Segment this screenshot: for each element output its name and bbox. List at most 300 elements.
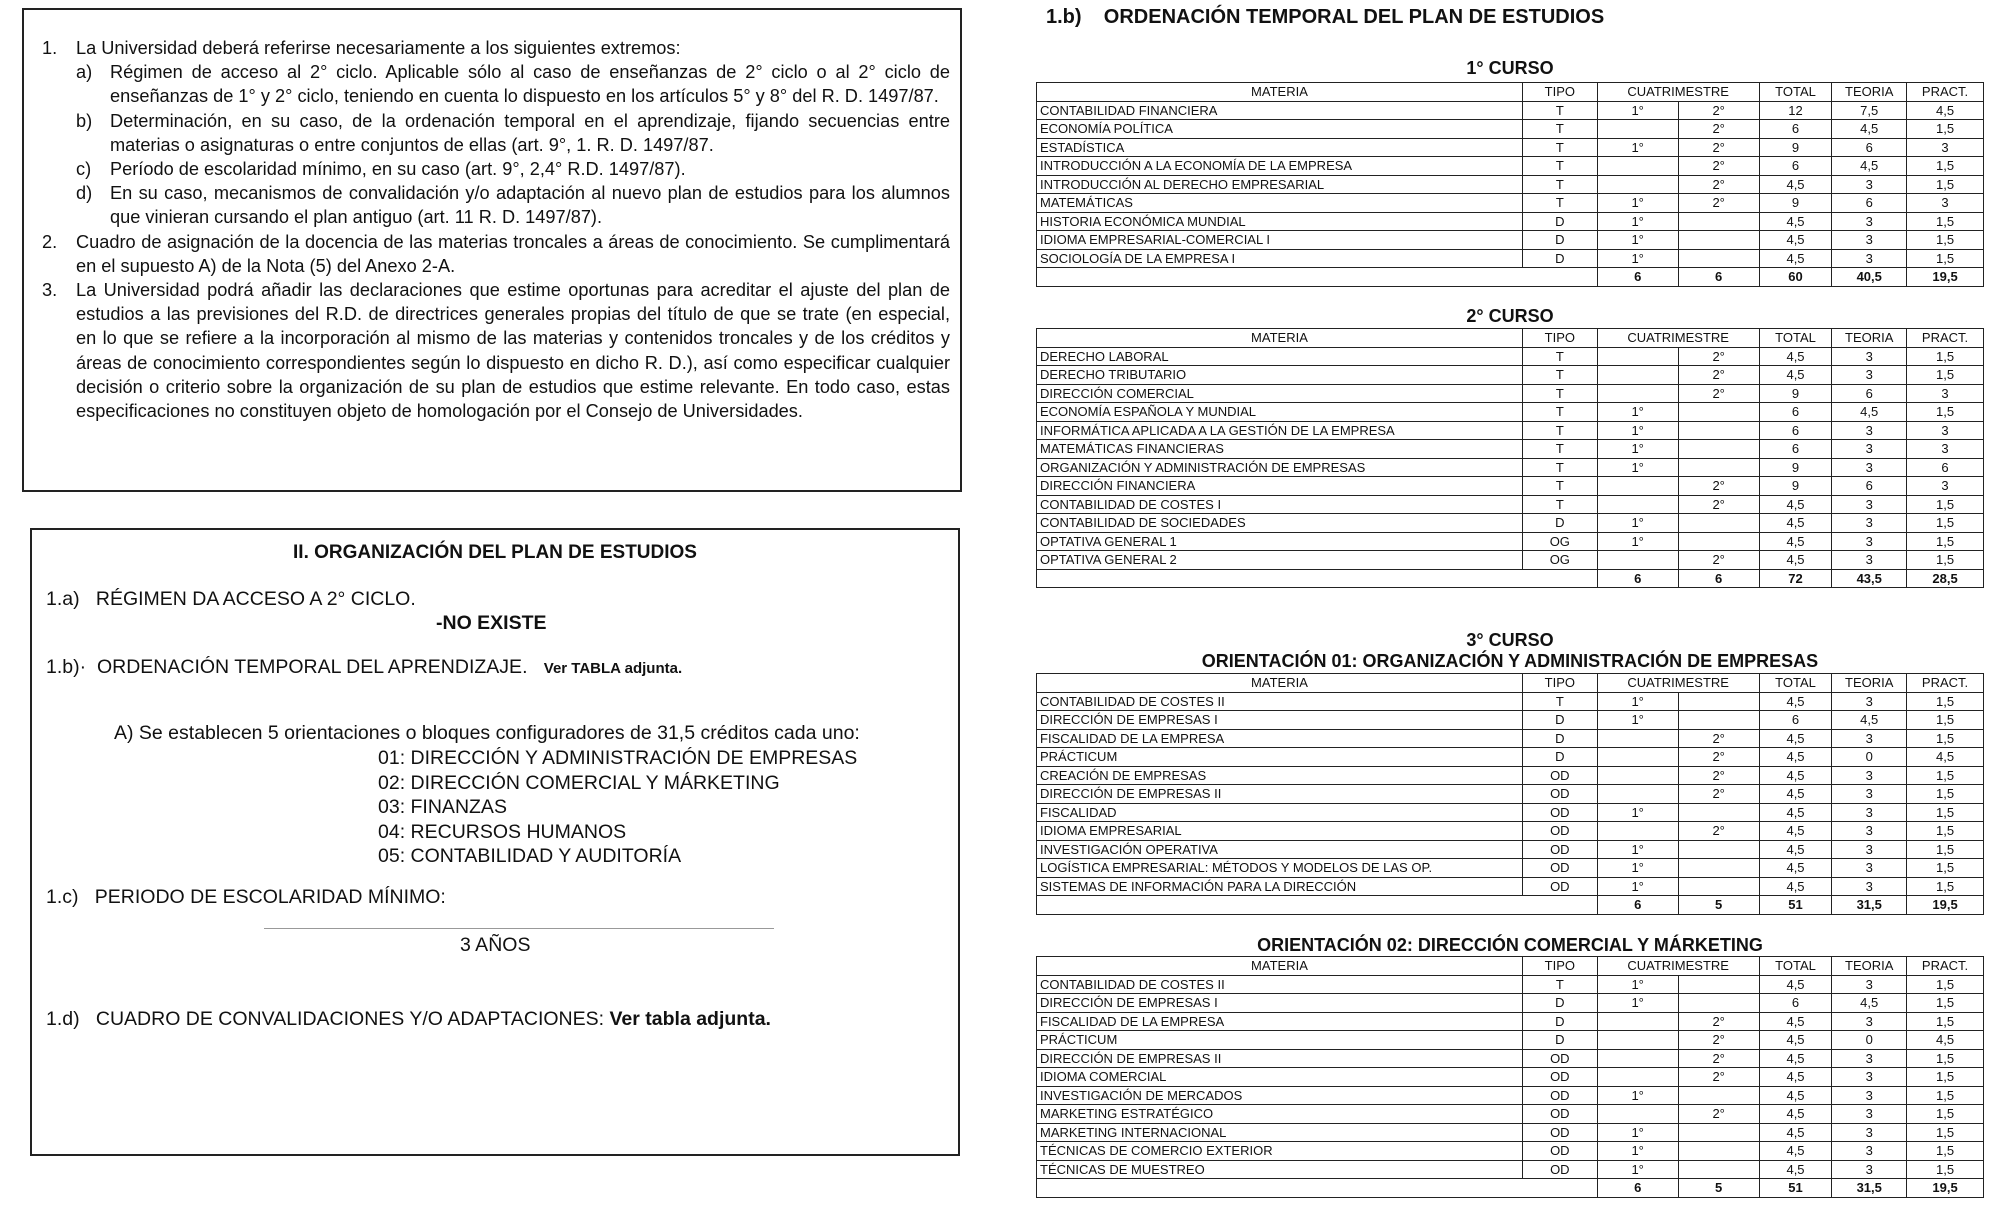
value-cell: T [1522, 175, 1597, 194]
total-cell: 19,5 [1907, 896, 1984, 915]
column-header: CUATRIMESTRE [1597, 329, 1759, 348]
value-cell: 3 [1832, 212, 1907, 231]
totals-row [1037, 1179, 1984, 1198]
section-note: Ver TABLA adjunta. [543, 660, 683, 677]
value-cell: 1,5 [1907, 212, 1984, 231]
table-header-row [1037, 674, 1984, 693]
value-cell: T [1522, 403, 1597, 422]
value-cell: 2° [1678, 1031, 1759, 1050]
value-cell: 1,5 [1907, 403, 1984, 422]
table-title: 1° CURSO [1466, 58, 1554, 78]
value-cell: 1° [1597, 101, 1678, 120]
value-cell: 3 [1907, 384, 1984, 403]
totals-blank [1037, 268, 1598, 287]
course-table [1036, 328, 1984, 588]
value-cell: 2° [1678, 347, 1759, 366]
value-cell: 1,5 [1907, 711, 1984, 730]
table-row [1037, 766, 1984, 785]
value-cell: 1° [1597, 194, 1678, 213]
total-cell: 6 [1597, 268, 1678, 287]
value-cell: 4,5 [1832, 403, 1907, 422]
column-header: CUATRIMESTRE [1597, 957, 1759, 976]
value-cell [1597, 347, 1678, 366]
value-cell: 6 [1759, 421, 1832, 440]
total-cell: 5 [1678, 896, 1759, 915]
value-cell: 3 [1907, 477, 1984, 496]
value-cell [1678, 975, 1759, 994]
column-header: TEORIA [1832, 329, 1907, 348]
column-header: MATERIA [1037, 957, 1523, 976]
value-cell [1597, 1012, 1678, 1031]
value-cell: 4,5 [1907, 101, 1984, 120]
column-header: CUATRIMESTRE [1597, 674, 1759, 693]
value-cell: 1,5 [1907, 120, 1984, 139]
table-row [1037, 138, 1984, 157]
value-cell: 1° [1597, 212, 1678, 231]
value-cell: T [1522, 157, 1597, 176]
value-cell [1678, 458, 1759, 477]
value-cell: 1,5 [1907, 803, 1984, 822]
value-cell: T [1522, 440, 1597, 459]
value-cell [1597, 1031, 1678, 1050]
value-cell: 4,5 [1759, 212, 1832, 231]
column-header: PRACT. [1907, 957, 1984, 976]
section-label: 1.b)· [46, 656, 87, 678]
value-cell: 4,5 [1759, 495, 1832, 514]
value-cell [1678, 403, 1759, 422]
value-cell: 4,5 [1832, 120, 1907, 139]
table-row [1037, 120, 1984, 139]
heading-number: 1.b) [1046, 6, 1082, 28]
divider [264, 928, 774, 929]
item-text: La Universidad podrá añadir las declaraciones que estime oportunas para acreditar el ajuste del plan de estudios a las previsiones del R.D. de directrices generales propias del título de que se trate (en especial, en lo que se refiere a la incorporación al mismo de las materias y contenidos troncales y de los créditos y áreas de conocimiento correspondientes según lo dispuesto en dicho R. D.), así como especificar cualquier decisión o criterio sobre la organización de su plan de estudios que estime relevante. En todo caso, estas especificaciones no constituyen objeto de homologación por el Consejo de Universidades. [76, 280, 950, 422]
value-cell: OD [1522, 822, 1597, 841]
value-cell: 9 [1759, 194, 1832, 213]
value-cell [1678, 514, 1759, 533]
value-cell: T [1522, 194, 1597, 213]
course-table [1036, 673, 1984, 915]
value-cell: 4,5 [1759, 748, 1832, 767]
value-cell: 1,5 [1907, 157, 1984, 176]
value-cell [1678, 1142, 1759, 1161]
subject-cell: DIRECCIÓN FINANCIERA [1037, 477, 1523, 496]
value-cell: 3 [1832, 975, 1907, 994]
value-cell: D [1522, 1012, 1597, 1031]
value-cell: 1° [1597, 803, 1678, 822]
value-cell [1678, 212, 1759, 231]
item-number: 3. [42, 280, 58, 301]
table-row [1037, 975, 1984, 994]
value-cell: OD [1522, 1068, 1597, 1087]
value-cell: 3 [1832, 822, 1907, 841]
totals-row [1037, 896, 1984, 915]
subject-cell: DIRECCIÓN DE EMPRESAS II [1037, 785, 1523, 804]
requirement-subitem [76, 181, 950, 229]
section-label: 1.c) [46, 886, 79, 908]
section-label: 1.a) [46, 588, 80, 610]
subject-cell: MARKETING ESTRATÉGICO [1037, 1105, 1523, 1124]
table-subtitle: ORIENTACIÓN 01: ORGANIZACIÓN Y ADMINISTRACIÓN DE EMPRESAS [1201, 651, 1819, 671]
table-row [1037, 785, 1984, 804]
value-cell: 4,5 [1832, 994, 1907, 1013]
subject-cell: MATEMÁTICAS [1037, 194, 1523, 213]
totals-blank [1037, 896, 1598, 915]
column-header: TIPO [1522, 957, 1597, 976]
value-cell: 2° [1678, 175, 1759, 194]
subject-cell: SOCIOLOGÍA DE LA EMPRESA I [1037, 249, 1523, 268]
value-cell [1597, 748, 1678, 767]
value-cell: 2° [1678, 729, 1759, 748]
value-cell: 2° [1678, 495, 1759, 514]
subject-cell: DIRECCIÓN DE EMPRESAS I [1037, 994, 1523, 1013]
value-cell: 2° [1678, 101, 1759, 120]
requirement-subitem [76, 109, 950, 157]
column-header: TIPO [1522, 83, 1597, 102]
total-cell: 6 [1597, 569, 1678, 588]
value-cell [1597, 729, 1678, 748]
table-row [1037, 692, 1984, 711]
value-cell: 1,5 [1907, 692, 1984, 711]
subject-cell: HISTORIA ECONÓMICA MUNDIAL [1037, 212, 1523, 231]
value-cell: 3 [1832, 532, 1907, 551]
value-cell: OD [1522, 1105, 1597, 1124]
course-table [1036, 956, 1984, 1198]
subject-cell: IDIOMA COMERCIAL [1037, 1068, 1523, 1087]
value-cell: 1,5 [1907, 877, 1984, 896]
subject-cell: INVESTIGACIÓN OPERATIVA [1037, 840, 1523, 859]
value-cell: 3 [1832, 1123, 1907, 1142]
value-cell: 4,5 [1759, 1105, 1832, 1124]
value-cell: OD [1522, 803, 1597, 822]
subject-cell: CONTABILIDAD DE SOCIEDADES [1037, 514, 1523, 533]
value-cell: 4,5 [1759, 785, 1832, 804]
value-cell: 3 [1832, 877, 1907, 896]
value-cell: D [1522, 231, 1597, 250]
value-cell: OD [1522, 1142, 1597, 1161]
value-cell [1597, 1049, 1678, 1068]
table-title: 2° CURSO [1466, 306, 1554, 326]
column-header: MATERIA [1037, 329, 1523, 348]
value-cell: 3 [1832, 803, 1907, 822]
value-cell: 1° [1597, 859, 1678, 878]
value-cell: 2° [1678, 138, 1759, 157]
value-cell: OD [1522, 877, 1597, 896]
value-cell: 3 [1907, 440, 1984, 459]
value-cell: 4,5 [1759, 551, 1832, 570]
value-cell: OD [1522, 1049, 1597, 1068]
totals-blank [1037, 1179, 1598, 1198]
value-cell: 3 [1832, 785, 1907, 804]
value-cell: 1° [1597, 692, 1678, 711]
subject-cell: ECONOMÍA POLÍTICA [1037, 120, 1523, 139]
requirement-subitem [76, 60, 950, 108]
table-row [1037, 440, 1984, 459]
value-cell: 1° [1597, 711, 1678, 730]
value-cell [1678, 421, 1759, 440]
value-cell: 6 [1759, 120, 1832, 139]
plan-heading [1046, 6, 1604, 29]
table-row [1037, 366, 1984, 385]
value-cell: 1,5 [1907, 1049, 1984, 1068]
subject-cell: INTRODUCCIÓN AL DERECHO EMPRESARIAL [1037, 175, 1523, 194]
orientation-item: 02: DIRECCIÓN COMERCIAL Y MÁRKETING [378, 771, 780, 794]
value-cell: 1,5 [1907, 1160, 1984, 1179]
subject-cell: DERECHO LABORAL [1037, 347, 1523, 366]
value-cell: 1,5 [1907, 551, 1984, 570]
value-cell [1678, 249, 1759, 268]
value-cell: 4,5 [1759, 822, 1832, 841]
table-row [1037, 212, 1984, 231]
value-cell: 9 [1759, 138, 1832, 157]
value-cell: 1° [1597, 877, 1678, 896]
table-row [1037, 729, 1984, 748]
subject-cell: CONTABILIDAD DE COSTES I [1037, 495, 1523, 514]
total-cell: 51 [1759, 896, 1832, 915]
table-row [1037, 458, 1984, 477]
total-cell: 19,5 [1907, 268, 1984, 287]
value-cell: 3 [1832, 766, 1907, 785]
value-cell: 4,5 [1759, 729, 1832, 748]
table-header-row [1037, 329, 1984, 348]
value-cell: 1° [1597, 231, 1678, 250]
table-row [1037, 1105, 1984, 1124]
course-table [1036, 82, 1984, 287]
value-cell: 1° [1597, 994, 1678, 1013]
value-cell [1678, 1160, 1759, 1179]
table-row [1037, 421, 1984, 440]
subject-cell: CONTABILIDAD DE COSTES II [1037, 692, 1523, 711]
value-cell: 3 [1832, 1142, 1907, 1161]
subject-cell: MATEMÁTICAS FINANCIERAS [1037, 440, 1523, 459]
subject-cell: FISCALIDAD DE LA EMPRESA [1037, 1012, 1523, 1031]
value-cell: T [1522, 692, 1597, 711]
value-cell: 1° [1597, 138, 1678, 157]
value-cell: T [1522, 384, 1597, 403]
total-cell: 5 [1678, 1179, 1759, 1198]
value-cell: D [1522, 729, 1597, 748]
value-cell: 4,5 [1759, 1031, 1832, 1050]
total-cell: 6 [1597, 896, 1678, 915]
value-cell [1678, 803, 1759, 822]
value-cell: 1,5 [1907, 1123, 1984, 1142]
value-cell: 4,5 [1759, 859, 1832, 878]
subitem-text: Período de escolaridad mínimo, en su caso (art. 9°, 2,4° R.D. 1497/87). [110, 159, 686, 180]
value-cell [1597, 384, 1678, 403]
table-row [1037, 1123, 1984, 1142]
table-row [1037, 384, 1984, 403]
value-cell: 1° [1597, 514, 1678, 533]
value-cell: T [1522, 366, 1597, 385]
value-cell: 1° [1597, 1160, 1678, 1179]
item-number: 2. [42, 231, 58, 252]
value-cell: 1,5 [1907, 249, 1984, 268]
value-cell: 1° [1597, 840, 1678, 859]
column-header: MATERIA [1037, 674, 1523, 693]
subject-cell: IDIOMA EMPRESARIAL-COMERCIAL I [1037, 231, 1523, 250]
value-cell: 4,5 [1759, 231, 1832, 250]
table-row [1037, 1031, 1984, 1050]
table-row [1037, 495, 1984, 514]
value-cell: 4,5 [1759, 514, 1832, 533]
value-cell: D [1522, 514, 1597, 533]
subitem-letter: d) [76, 183, 93, 204]
value-cell [1597, 785, 1678, 804]
subject-cell: DERECHO TRIBUTARIO [1037, 366, 1523, 385]
value-cell: 4,5 [1759, 877, 1832, 896]
value-cell: 1,5 [1907, 975, 1984, 994]
value-cell: 4,5 [1759, 366, 1832, 385]
subject-cell: FISCALIDAD DE LA EMPRESA [1037, 729, 1523, 748]
item-text: La Universidad deberá referirse necesariamente a los siguientes extremos: [76, 38, 681, 58]
column-header: TEORIA [1832, 83, 1907, 102]
value-cell: 6 [1759, 440, 1832, 459]
subject-cell: DIRECCIÓN DE EMPRESAS I [1037, 711, 1523, 730]
table-title: 3° CURSO [1466, 630, 1554, 650]
column-header: PRACT. [1907, 329, 1984, 348]
subject-cell: INTRODUCCIÓN A LA ECONOMÍA DE LA EMPRESA [1037, 157, 1523, 176]
total-cell: 31,5 [1832, 896, 1907, 915]
value-cell: D [1522, 1031, 1597, 1050]
orientation-item: 01: DIRECCIÓN Y ADMINISTRACIÓN DE EMPRESAS [378, 747, 858, 769]
value-cell: 1° [1597, 458, 1678, 477]
value-cell: 0 [1832, 748, 1907, 767]
table-row [1037, 859, 1984, 878]
column-header: MATERIA [1037, 83, 1523, 102]
value-cell [1597, 477, 1678, 496]
value-cell [1597, 551, 1678, 570]
subitem-letter: c) [76, 159, 92, 180]
value-cell: 9 [1759, 477, 1832, 496]
subject-cell: FISCALIDAD [1037, 803, 1523, 822]
value-cell: OD [1522, 859, 1597, 878]
value-cell: 4,5 [1759, 1142, 1832, 1161]
orientation-item: 04: RECURSOS HUMANOS [378, 820, 627, 843]
value-cell: 3 [1832, 1105, 1907, 1124]
value-cell: 4,5 [1759, 249, 1832, 268]
value-cell: 7,5 [1832, 101, 1907, 120]
subject-cell: SISTEMAS DE INFORMACIÓN PARA LA DIRECCIÓN [1037, 877, 1523, 896]
value-cell: 3 [1832, 366, 1907, 385]
subject-cell: PRÁCTICUM [1037, 748, 1523, 767]
value-cell: 4,5 [1759, 347, 1832, 366]
value-cell: 2° [1678, 1049, 1759, 1068]
subject-cell: ORGANIZACIÓN Y ADMINISTRACIÓN DE EMPRESAS [1037, 458, 1523, 477]
value-cell: 4,5 [1759, 766, 1832, 785]
value-cell [1678, 877, 1759, 896]
value-cell: OD [1522, 1123, 1597, 1142]
value-cell: 3 [1832, 692, 1907, 711]
value-cell: 1,5 [1907, 1068, 1984, 1087]
value-cell [1597, 495, 1678, 514]
value-cell: 3 [1832, 1086, 1907, 1105]
value-cell: 4,5 [1759, 175, 1832, 194]
totals-row [1037, 268, 1984, 287]
value-cell: 6 [1759, 994, 1832, 1013]
value-cell: 2° [1678, 748, 1759, 767]
subject-cell: OPTATIVA GENERAL 2 [1037, 551, 1523, 570]
value-cell: 3 [1832, 1068, 1907, 1087]
table-row [1037, 748, 1984, 767]
requirement-item [42, 36, 950, 60]
requirement-item [42, 230, 950, 278]
subject-cell: ECONOMÍA ESPAÑOLA Y MUNDIAL [1037, 403, 1523, 422]
column-header: TOTAL [1759, 83, 1832, 102]
value-cell: 9 [1759, 458, 1832, 477]
value-cell: OD [1522, 766, 1597, 785]
value-cell: D [1522, 212, 1597, 231]
value-cell: 4,5 [1759, 1123, 1832, 1142]
value-cell: 1,5 [1907, 840, 1984, 859]
value-cell [1597, 366, 1678, 385]
total-cell: 51 [1759, 1179, 1832, 1198]
table-row [1037, 803, 1984, 822]
value-cell: 3 [1832, 458, 1907, 477]
value-cell: 3 [1832, 347, 1907, 366]
value-cell [1678, 994, 1759, 1013]
table-row [1037, 175, 1984, 194]
value-cell: 3 [1832, 495, 1907, 514]
value-cell: 6 [1759, 403, 1832, 422]
value-cell: 4,5 [1832, 711, 1907, 730]
table-row [1037, 994, 1984, 1013]
subject-cell: INFORMÁTICA APLICADA A LA GESTIÓN DE LA EMPRESA [1037, 421, 1523, 440]
table-row [1037, 157, 1984, 176]
value-cell: 3 [1832, 249, 1907, 268]
subitem-letter: b) [76, 110, 93, 131]
section-1c-value: 3 AÑOS [460, 934, 531, 956]
value-cell: T [1522, 347, 1597, 366]
value-cell: D [1522, 748, 1597, 767]
total-cell: 28,5 [1907, 569, 1984, 588]
section-note: Ver tabla adjunta. [609, 1008, 771, 1030]
table-header-row [1037, 957, 1984, 976]
requirements-box [22, 8, 962, 492]
value-cell: 1° [1597, 532, 1678, 551]
organization-box [30, 528, 960, 1156]
subject-cell: CONTABILIDAD FINANCIERA [1037, 101, 1523, 120]
value-cell: 3 [1832, 1012, 1907, 1031]
value-cell: OG [1522, 551, 1597, 570]
value-cell: 1,5 [1907, 514, 1984, 533]
value-cell: 1,5 [1907, 231, 1984, 250]
value-cell: T [1522, 101, 1597, 120]
value-cell: OD [1522, 785, 1597, 804]
value-cell: 4,5 [1832, 157, 1907, 176]
table-row [1037, 514, 1984, 533]
value-cell: 1,5 [1907, 1012, 1984, 1031]
value-cell: 1,5 [1907, 766, 1984, 785]
value-cell: 1,5 [1907, 1105, 1984, 1124]
value-cell: 1,5 [1907, 994, 1984, 1013]
value-cell: 1,5 [1907, 532, 1984, 551]
value-cell: 3 [1832, 1049, 1907, 1068]
section-text: CUADRO DE CONVALIDACIONES Y/O ADAPTACIONES: [95, 1008, 605, 1030]
value-cell: 12 [1759, 101, 1832, 120]
total-cell: 72 [1759, 569, 1832, 588]
total-cell: 19,5 [1907, 1179, 1984, 1198]
section-text: PERIODO DE ESCOLARIDAD MÍNIMO: [94, 886, 446, 908]
value-cell: 4,5 [1759, 803, 1832, 822]
value-cell: 4,5 [1907, 1031, 1984, 1050]
table-row [1037, 1086, 1984, 1105]
value-cell: 4,5 [1759, 532, 1832, 551]
value-cell: 1,5 [1907, 347, 1984, 366]
table-subtitle: ORIENTACIÓN 02: DIRECCIÓN COMERCIAL Y MÁRKETING [1257, 935, 1763, 955]
value-cell: T [1522, 138, 1597, 157]
value-cell: T [1522, 975, 1597, 994]
requirement-item [42, 278, 950, 423]
section-label: 1.d) [46, 1008, 80, 1030]
